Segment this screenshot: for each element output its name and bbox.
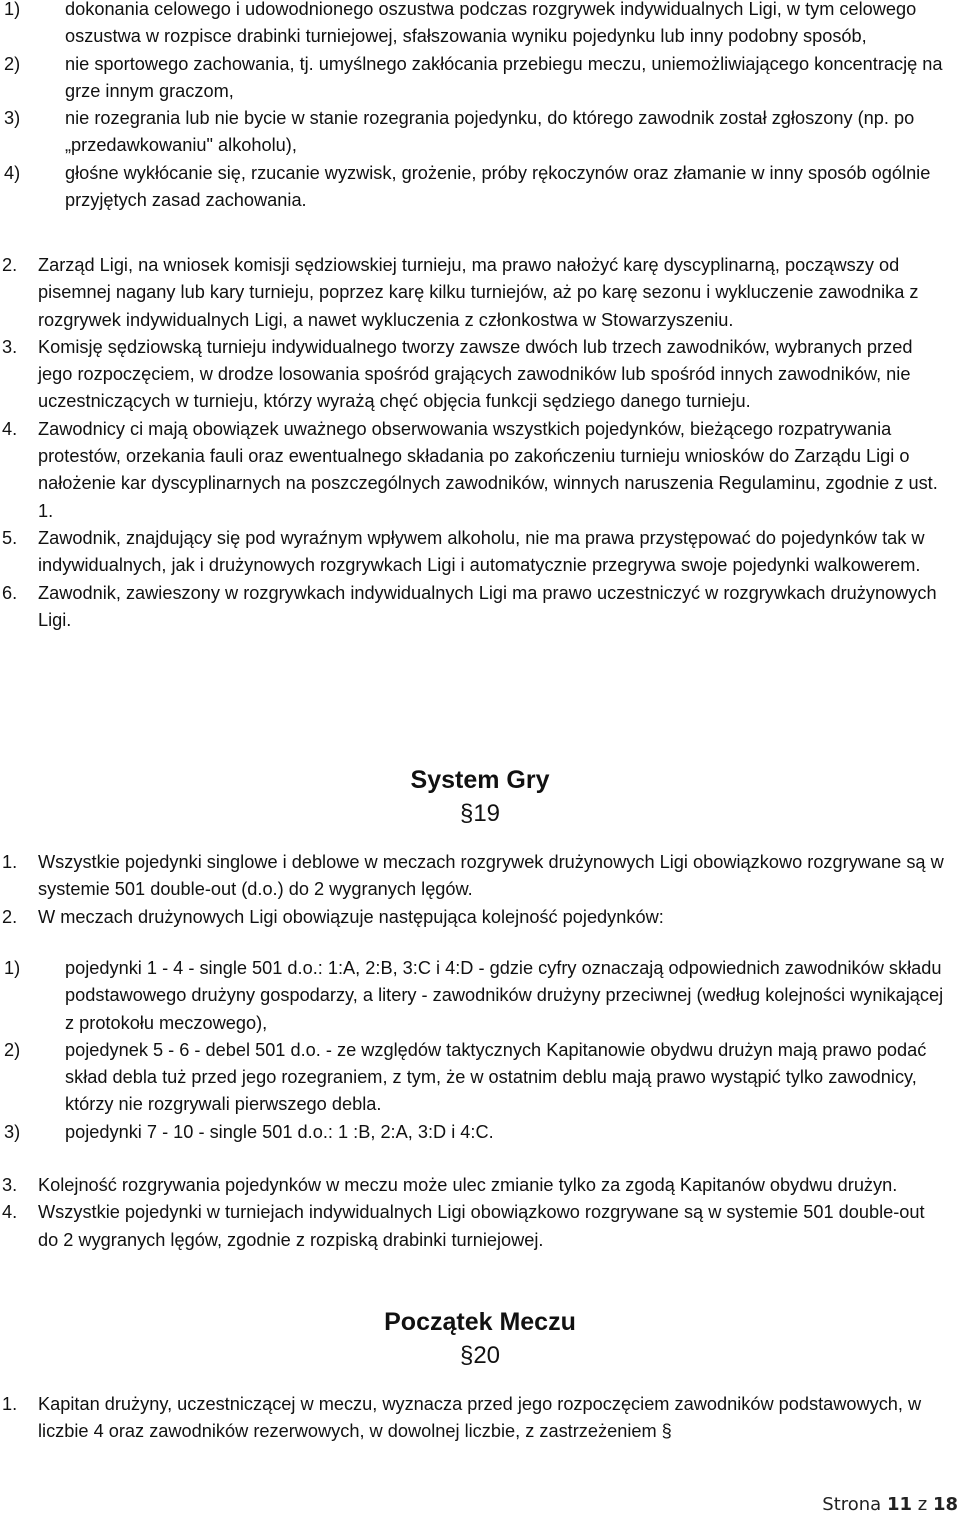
paragraph-number: §20 <box>459 1342 501 1369</box>
list-item: 2. W meczach drużynowych Ligi obowiązuje następująca kolejność pojedynków: <box>2 906 664 927</box>
list-item: 3) pojedynki 7 - 10 - single 501 d.o.: 1 :B, 2:A, 3:D i 4:C. <box>4 1121 494 1142</box>
list-block-5 <box>0 1172 960 1254</box>
list-item: 2) nie sportowego zachowania, tj. umyślnego zakłócania przebiegu meczu, uniemożliwiającego koncentrację na grze innym graczom, <box>4 53 943 101</box>
list-item: 1) pojedynki 1 - 4 - single 501 d.o.: 1:A, 2:B, 3:C i 4:D - gdzie cyfry oznaczają odpowiednich zawodników składu podstawowego drużyny gospodarzy, a litery - zawodników drużyny przeciwnej (według kolejności wynikającej z protokołu meczowego), <box>4 958 944 1033</box>
list-item: 4) głośne wykłócanie się, rzucanie wyzwisk, grożenie, próby rękoczynów oraz złamanie w inny sposób ogólnie przyjętych zasad zachowania. <box>4 162 931 211</box>
list-item: 1) dokonania celowego i udowodnionego oszustwa podczas rozgrywek indywidualnych Ligi, w tym celowego oszustwa w rozpisce drabinki turniejowej, sfałszowania wyniku pojedynku lub inny podobny sposób, <box>4 0 917 47</box>
list-item: 5. Zawodnik, znajdujący się pod wyraźnym wpływem alkoholu, nie ma prawa przystępować do pojedynków tak w indywidualnych, jak i drużynowych rozgrywkach Ligi i automatycznie przegrywa swoje pojedynki walkowerem. <box>2 527 925 576</box>
list-block-3 <box>0 849 960 931</box>
list-item: 2) pojedynek 5 - 6 - debel 501 d.o. - ze względów taktycznych Kapitanowie obydwu drużyn mają prawo podać skład debla tuż przed jego rozegraniem, z tym, że w ostatnim deblu mają prawo wystąpić tylko zawodnicy, którzy nie rozgrywali pierwszego debla. <box>4 1039 927 1115</box>
list-block-4 <box>0 955 960 1146</box>
list-item: 3. Kolejność rozgrywania pojedynków w meczu może ulec zmianie tylko za zgodą Kapitanów obydwu drużyn. <box>2 1175 898 1195</box>
list-item: 4. Zawodnicy ci mają obowiązek uważnego obserwowania wszystkich pojedynków, bieżącego rozpatrywania protestów, orzekania fauli oraz ewentualnego składania po zakończeniu turnieju wniosków do Zarządu Ligi o nałożenie kar dyscyplinarnych na poszczególnych zawodników, winnych naruszenia Regulaminu, zgodnie z ust. 1. <box>2 418 938 521</box>
list-block-1 <box>0 0 960 214</box>
list-block-6 <box>0 1391 960 1446</box>
list-item: 3) nie rozegrania lub nie bycie w stanie rozegrania pojedynku, do którego zawodnik został zgłoszony (np. po „przedawkowaniu" alkoholu), <box>4 108 915 156</box>
list-block-2 <box>0 252 960 634</box>
paragraph-number: §19 <box>459 800 501 827</box>
section-title: Początek Meczu <box>384 1308 576 1336</box>
list-item: 1. Kapitan drużyny, uczestniczącej w meczu, wyznacza przed jego rozpoczęciem zawodników podstawowych, w liczbie 4 oraz zawodników rezerwowych, w dowolnej liczbie, z zastrzeżeniem § <box>2 1394 922 1442</box>
section-title: System Gry <box>410 766 550 794</box>
list-item: 3. Komisję sędziowską turnieju indywidualnego tworzy zawsze dwóch lub trzech zawodników, wybranych przed jego rozpoczęciem, w drodze losowania spośród grających zawodników lub spośród innych zawodników, nie uczestniczących w turnieju, którzy wyrażą chęć objęcia funkcji sędziego danego turnieju. <box>2 336 913 412</box>
list-item: 1. Wszystkie pojedynki singlowe i deblowe w meczach rozgrywek drużynowych Ligi obowiązkowo rozgrywane są w systemie 501 double-out (d.o.) do 2 wygranych lęgów. <box>2 852 944 900</box>
page-number: Strona 11 z 18 <box>822 1494 958 1515</box>
list-item: 6. Zawodnik, zawieszony w rozgrywkach indywidualnych Ligi ma prawo uczestniczyć w rozgrywkach drużynowych Ligi. <box>2 582 937 630</box>
list-item: 2. Zarząd Ligi, na wniosek komisji sędziowskiej turnieju, ma prawo nałożyć karę dyscyplinarną, począwszy od pisemnej nagany lub kary turnieju, poprzez karę kilku turniejów, aż po karę sezonu i wykluczenie zawodnika z rozgrywek indywidualnych Ligi, a nawet wykluczenia z członkostwa w Stowarzyszeniu. <box>2 255 919 330</box>
list-item: 4. Wszystkie pojedynki w turniejach indywidualnych Ligi obowiązkowo rozgrywane są w systemie 501 double-out do 2 wygranych lęgów, zgodnie z rozpiską drabinki turniejowej. <box>2 1202 925 1250</box>
